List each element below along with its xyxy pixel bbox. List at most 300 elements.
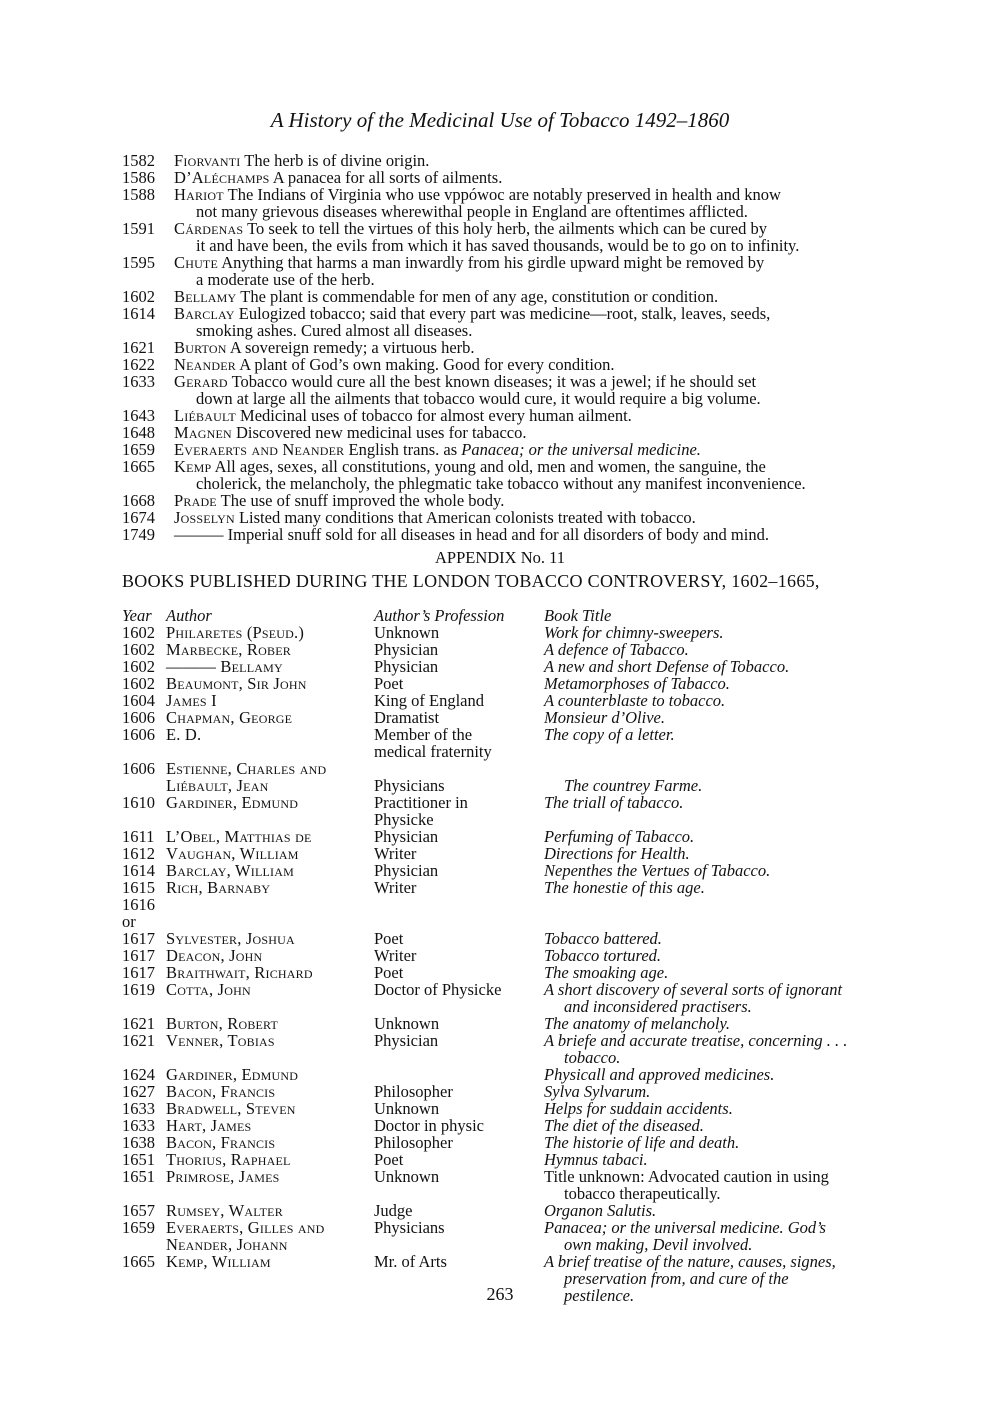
entry-line: The plant is commendable for men of any age, constitution or condition. [240,287,719,306]
row-author-line: Thorius, Raphael [166,1150,291,1169]
row-book-title-line: tobacco. [564,1048,621,1067]
row-book-title [544,658,882,675]
row-book-title-line: A defence of Tabacco. [544,640,689,659]
row-profession-line: Doctor of Physicke [374,980,502,999]
row-author [166,896,374,930]
row-year: 1651 [122,1150,155,1169]
row-profession-line: Physician [374,861,439,880]
page-number: 263 [486,1284,514,1304]
row-year: 1606 [122,759,155,778]
entry-year: 1591 [122,219,155,238]
row-book-title-line: Sylva Sylvarum. [544,1082,651,1101]
row-profession [374,675,544,692]
entry-line: cholerick, the melancholy, the phlegmatic take tobacco without any manifest inconvenience. [196,474,806,493]
entry-line: Medicinal uses of tobacco for almost every human ailment. [240,406,632,425]
chronology-entry [122,526,882,543]
row-author [166,1219,374,1253]
row-year: 1633 [122,1116,155,1135]
row-book-title-line: Hymnus tabaci. [544,1150,648,1169]
row-profession-line: Philosopher [374,1133,453,1152]
row-year: 1602 [122,674,155,693]
entry-name: Chute [174,253,218,272]
row-profession [374,624,544,641]
table-row [122,879,882,896]
chronology-entry [122,407,882,424]
table-row [122,1066,882,1083]
table-row [122,624,882,641]
row-book-title-line: The smoaking age. [544,963,669,982]
row-book-title [544,624,882,641]
row-profession-line: Doctor in physic [374,1116,484,1135]
entry-name: Liébault [174,406,236,425]
row-book-title-line: The historie of life and death. [544,1133,740,1152]
row-profession-line: Unknown [374,1167,440,1186]
row-year: 1604 [122,691,155,710]
entry-year: 1674 [122,508,155,527]
chronology-entry [122,509,882,526]
row-year: 1617 [122,929,155,948]
entry-year: 1582 [122,151,155,170]
row-book-title [544,1219,882,1253]
row-book-title [544,709,882,726]
row-profession [374,1083,544,1100]
entry-line: All ages, sexes, all constitutions, young and old, men and women, the sanguine, the [214,457,766,476]
row-book-title-line: The honestie of this age. [544,878,705,897]
row-book-title [544,1015,882,1032]
row-book-title [544,845,882,862]
table-row [122,930,882,947]
entry-line: A panacea for all sorts of ailments. [272,168,503,187]
row-year: 1657 [122,1201,155,1220]
row-book-title-line: The anatomy of melancholy. [544,1014,731,1033]
chronology-list [122,152,882,543]
table-row [122,947,882,964]
entry-name: Kemp [174,457,212,476]
table-row [122,862,882,879]
row-book-title [544,964,882,981]
entry-name: Everaerts and Neander [174,440,345,459]
table-row [122,1100,882,1117]
row-book-title-line: Organon Salutis. [544,1201,657,1220]
row-book-title [544,1083,882,1100]
row-profession [374,1117,544,1134]
row-book-title [544,1168,882,1202]
row-author-line: Gardiner, Edmund [166,793,299,812]
row-book-title [544,1066,882,1083]
row-profession-line [374,896,544,913]
row-profession-line: Poet [374,674,404,693]
entry-line: it and have been, the evils from which it has saved thousands, would be to go on to infinity. [196,236,800,255]
row-author [166,981,374,1015]
chronology-entry [122,441,882,458]
row-author [166,1083,374,1100]
table-body [122,624,882,1304]
row-author-line: Rich, Barnaby [166,878,271,897]
row-author-line: Neander, Johann [166,1235,288,1254]
entry-name: Hariot [174,185,224,204]
entry-line: not many grievous diseases wherewithal people in England are oftentimes afflicted. [196,202,748,221]
row-profession-line: Dramatist [374,708,440,727]
row-book-title-line: Nepenthes the Vertues of Tabacco. [544,861,771,880]
row-book-title [544,930,882,947]
row-book-title-line [544,896,882,913]
row-author-line: Gardiner, Edmund [166,1065,299,1084]
entry-year: 1586 [122,168,155,187]
chronology-entry [122,492,882,509]
row-book-title-line: Panacea; or the universal medicine. God’s [544,1218,826,1237]
row-author-line: Primrose, James [166,1167,280,1186]
row-book-title-line: Tobacco battered. [544,929,662,948]
entry-year: 1668 [122,491,155,510]
chronology-entry [122,169,882,186]
row-book-title [544,981,882,1015]
entry-name: Gerard [174,372,228,391]
row-book-title-line: A new and short Defense of Tobacco. [544,657,790,676]
row-book-title [544,1134,882,1151]
table-row [122,828,882,845]
row-profession [374,879,544,896]
row-year: 1624 [122,1065,155,1084]
row-profession-line: Unknown [374,1099,440,1118]
row-author [166,1032,374,1066]
row-author-line: E. D. [166,725,202,744]
row-profession [374,641,544,658]
entry-line: Tobacco would cure all the best known diseases; it was a jewel; if he should set [231,372,757,391]
row-author [166,1100,374,1117]
entry-year: 1643 [122,406,155,425]
entry-year: 1621 [122,338,155,357]
row-author [166,862,374,879]
row-year: 1627 [122,1082,155,1101]
table-row [122,709,882,726]
entry-year: 1614 [122,304,155,323]
entry-line: The herb is of divine origin. [244,151,430,170]
entry-line: Anything that harms a man inwardly from his girdle upward might be removed by [221,253,765,272]
entry-line: Discovered new medicinal uses for tabacco. [236,423,527,442]
row-profession-line: Writer [374,946,417,965]
books-table [122,607,882,1304]
row-book-title [544,760,882,794]
entry-year: 1622 [122,355,155,374]
row-year: 1633 [122,1099,155,1118]
row-profession-line: Unknown [374,623,440,642]
row-book-title-line: Title unknown: Advocated caution in using [544,1167,829,1186]
row-author [166,624,374,641]
table-row [122,1083,882,1100]
row-year: 1612 [122,844,155,863]
row-author-line: Bacon, Francis [166,1082,276,1101]
row-book-title-line: tobacco therapeutically. [564,1184,721,1203]
row-profession-line: Judge [374,1201,413,1220]
entry-name: Barclay [174,304,235,323]
row-book-title-line: and inconsidered practisers. [564,997,752,1016]
table-row [122,1202,882,1219]
row-year: 1606 [122,708,155,727]
row-year: 1659 [122,1218,155,1237]
chronology-entry [122,254,882,288]
row-book-title [544,828,882,845]
row-profession [374,692,544,709]
table-row [122,1134,882,1151]
row-author-line: Bradwell, Steven [166,1099,296,1118]
column-header-author: Author [166,606,212,625]
row-profession-line [374,760,544,777]
row-year: 1614 [122,861,155,880]
entry-line: To seek to tell the virtues of this holy herb, the ailments which can be cured by [247,219,767,238]
entry-name: Burton [174,338,227,357]
row-year: 1621 [122,1031,155,1050]
row-year: 1611 [122,827,155,846]
row-author [166,1151,374,1168]
row-book-title-line: A short discovery of several sorts of ignorant [544,980,843,999]
entry-name: Neander [174,355,236,374]
row-author-line: Liébault, Jean [166,776,269,795]
row-profession [374,845,544,862]
entry-name: Fiorvanti [174,151,241,170]
entry-line: Eulogized tobacco; said that every part was medicine—root, stalk, leaves, seeds, [238,304,771,323]
row-profession [374,862,544,879]
row-author [166,709,374,726]
row-author [166,794,374,828]
entry-book-title: Panacea; or the universal medicine. [461,440,701,459]
chronology-entry [122,356,882,373]
row-author-line: L’Obel, Matthias de [166,827,312,846]
row-author-line: Braithwait, Richard [166,963,313,982]
row-year: 1616 or [122,895,155,931]
table-row [122,675,882,692]
row-book-title-line: preservation from, and cure of the [564,1269,789,1288]
row-profession [374,1015,544,1032]
row-profession-line: Mr. of Arts [374,1252,447,1271]
entry-line: smoking ashes. Cured almost all diseases. [196,321,473,340]
entry-line: A sovereign remedy; a virtuous herb. [229,338,475,357]
row-author-line: Sylvester, Joshua [166,929,295,948]
row-author-line: Kemp, William [166,1252,271,1271]
row-book-title [544,1032,882,1066]
entry-name: ——— [174,525,224,544]
row-author [166,964,374,981]
row-author [166,675,374,692]
row-profession-line: Practitioner in [374,793,468,812]
row-profession [374,726,544,760]
chronology-entry [122,339,882,356]
row-profession-line: Unknown [374,1014,440,1033]
entry-line: The Indians of Virginia who use vppówoc are notably preserved in health and know [227,185,781,204]
entry-name: Cárdenas [174,219,244,238]
row-profession-line: Poet [374,1150,404,1169]
table-row [122,760,882,794]
row-book-title [544,1100,882,1117]
row-book-title [544,794,882,828]
row-author [166,828,374,845]
table-row [122,794,882,828]
row-book-title-line: own making, Devil involved. [564,1235,753,1254]
entry-name: D’Aléchamps [174,168,270,187]
entry-line: Listed many conditions that American colonists treated with tobacco. [238,508,696,527]
row-profession [374,896,544,930]
row-author-line: Marbecke, Rober [166,640,291,659]
row-author [166,641,374,658]
table-row [122,1151,882,1168]
entry-name: Josselyn [174,508,235,527]
row-book-title [544,862,882,879]
entry-line: a moderate use of the herb. [196,270,375,289]
row-year: 1638 [122,1133,155,1152]
table-row [122,1032,882,1066]
column-header-year: Year [122,606,152,625]
row-year: 1602 [122,623,155,642]
row-profession [374,709,544,726]
row-profession [374,1151,544,1168]
row-profession [374,930,544,947]
row-author-line: ——— Bellamy [166,657,283,676]
row-book-title [544,726,882,760]
row-book-title [544,1202,882,1219]
entry-line: English trans. as [348,440,458,459]
chronology-entry [122,152,882,169]
row-author-line: Chapman, George [166,708,293,727]
appendix-title: BOOKS PUBLISHED DURING THE LONDON TOBACCO CONTROVERSY, 1602–1665, [122,571,820,591]
appendix-number: APPENDIX No. 11 [434,548,566,567]
row-profession [374,1168,544,1202]
row-book-title [544,947,882,964]
row-profession [374,828,544,845]
chronology-entry [122,424,882,441]
entry-year: 1595 [122,253,155,272]
row-book-title [544,675,882,692]
row-profession [374,1032,544,1066]
entry-year: 1749 [122,525,155,544]
row-profession-line: Member of the [374,725,473,744]
row-book-title-line: Directions for Health. [544,844,690,863]
row-author-line: Venner, Tobias [166,1031,275,1050]
row-author-line: James I [166,691,217,710]
table-row [122,845,882,862]
chronology-entry [122,288,882,305]
running-title: A History of the Medicinal Use of Tobacco 1492–1860 [270,108,730,132]
row-book-title-line: The diet of the diseased. [544,1116,704,1135]
row-author-line: Cotta, John [166,980,251,999]
row-book-title [544,896,882,930]
entry-line: down at large all the ailments that tobacco would cure, it would require a big volume. [196,389,761,408]
row-book-title [544,692,882,709]
table-row [122,964,882,981]
row-author-line: Hart, James [166,1116,252,1135]
row-author [166,760,374,794]
row-author-line: Rumsey, Walter [166,1201,283,1220]
row-author [166,726,374,760]
entry-year: 1633 [122,372,155,391]
row-profession [374,1066,544,1083]
row-book-title-line: Metamorphoses of Tabacco. [544,674,730,693]
row-author [166,1202,374,1219]
table-row [122,981,882,1015]
row-year: 1619 [122,980,155,999]
row-profession-line: Poet [374,929,404,948]
row-book-title-line: A briefe and accurate treatise, concerning . . . [544,1031,848,1050]
row-profession-line: Physician [374,1031,439,1050]
table-row [122,1219,882,1253]
chronology-entry [122,220,882,254]
row-book-title [544,879,882,896]
table-row [122,658,882,675]
row-profession [374,947,544,964]
row-book-title-line [544,760,882,777]
row-book-title-line: The copy of a letter. [544,725,675,744]
row-year: 1651 [122,1167,155,1186]
row-profession-line: Writer [374,878,417,897]
row-profession [374,1202,544,1219]
table-header [122,607,882,624]
row-profession [374,1100,544,1117]
row-book-title-line: Work for chimny-sweepers. [544,623,724,642]
row-book-title-line: Perfuming of Tabacco. [544,827,695,846]
chronology-entry [122,373,882,407]
row-book-title-line: Physicall and approved medicines. [544,1065,775,1084]
entry-year: 1588 [122,185,155,204]
row-author-line: Deacon, John [166,946,263,965]
row-author-line: Burton, Robert [166,1014,279,1033]
row-author [166,1066,374,1083]
row-profession [374,658,544,675]
row-profession-line: Physician [374,657,439,676]
row-book-title-line: A brief treatise of the nature, causes, signes, [544,1252,836,1271]
row-author [166,1168,374,1202]
row-book-title-line: A counterblaste to tobacco. [544,691,726,710]
chronology-entry [122,458,882,492]
row-book-title [544,641,882,658]
row-book-title [544,1117,882,1134]
row-author-line: Everaerts, Gilles and [166,1218,325,1237]
row-author [166,845,374,862]
entry-year: 1665 [122,457,155,476]
row-author [166,930,374,947]
row-author [166,1134,374,1151]
row-author-line: Bacon, Francis [166,1133,276,1152]
table-row [122,1117,882,1134]
row-author-line: Philaretes (Pseud.) [166,623,305,642]
table-row [122,1168,882,1202]
table-row [122,692,882,709]
row-profession-line: Physicians [374,1218,445,1237]
entry-name: Prade [174,491,217,510]
row-profession [374,794,544,828]
chronology-entry [122,186,882,220]
row-year: 1617 [122,946,155,965]
row-profession-line: Physicke [374,810,434,829]
entry-line: A plant of God’s own making. Good for every condition. [239,355,615,374]
row-author-line: Beaumont, Sir John [166,674,307,693]
table-row [122,896,882,930]
row-author-line: Barclay, William [166,861,294,880]
row-book-title-line: The countrey Farme. [564,776,703,795]
row-profession-line: Poet [374,963,404,982]
row-book-title-line: The triall of tabacco. [544,793,684,812]
row-book-title-line: Helps for suddain accidents. [544,1099,733,1118]
row-book-title-line: Tobacco tortured. [544,946,662,965]
row-profession-line [374,1066,544,1083]
row-year: 1615 [122,878,155,897]
table-row [122,641,882,658]
entry-year: 1659 [122,440,155,459]
row-author-line: Vaughan, William [166,844,299,863]
row-profession [374,760,544,794]
table-row [122,726,882,760]
row-profession-line: medical fraternity [374,742,492,761]
row-author [166,692,374,709]
row-profession [374,1219,544,1253]
row-profession-line: Philosopher [374,1082,453,1101]
